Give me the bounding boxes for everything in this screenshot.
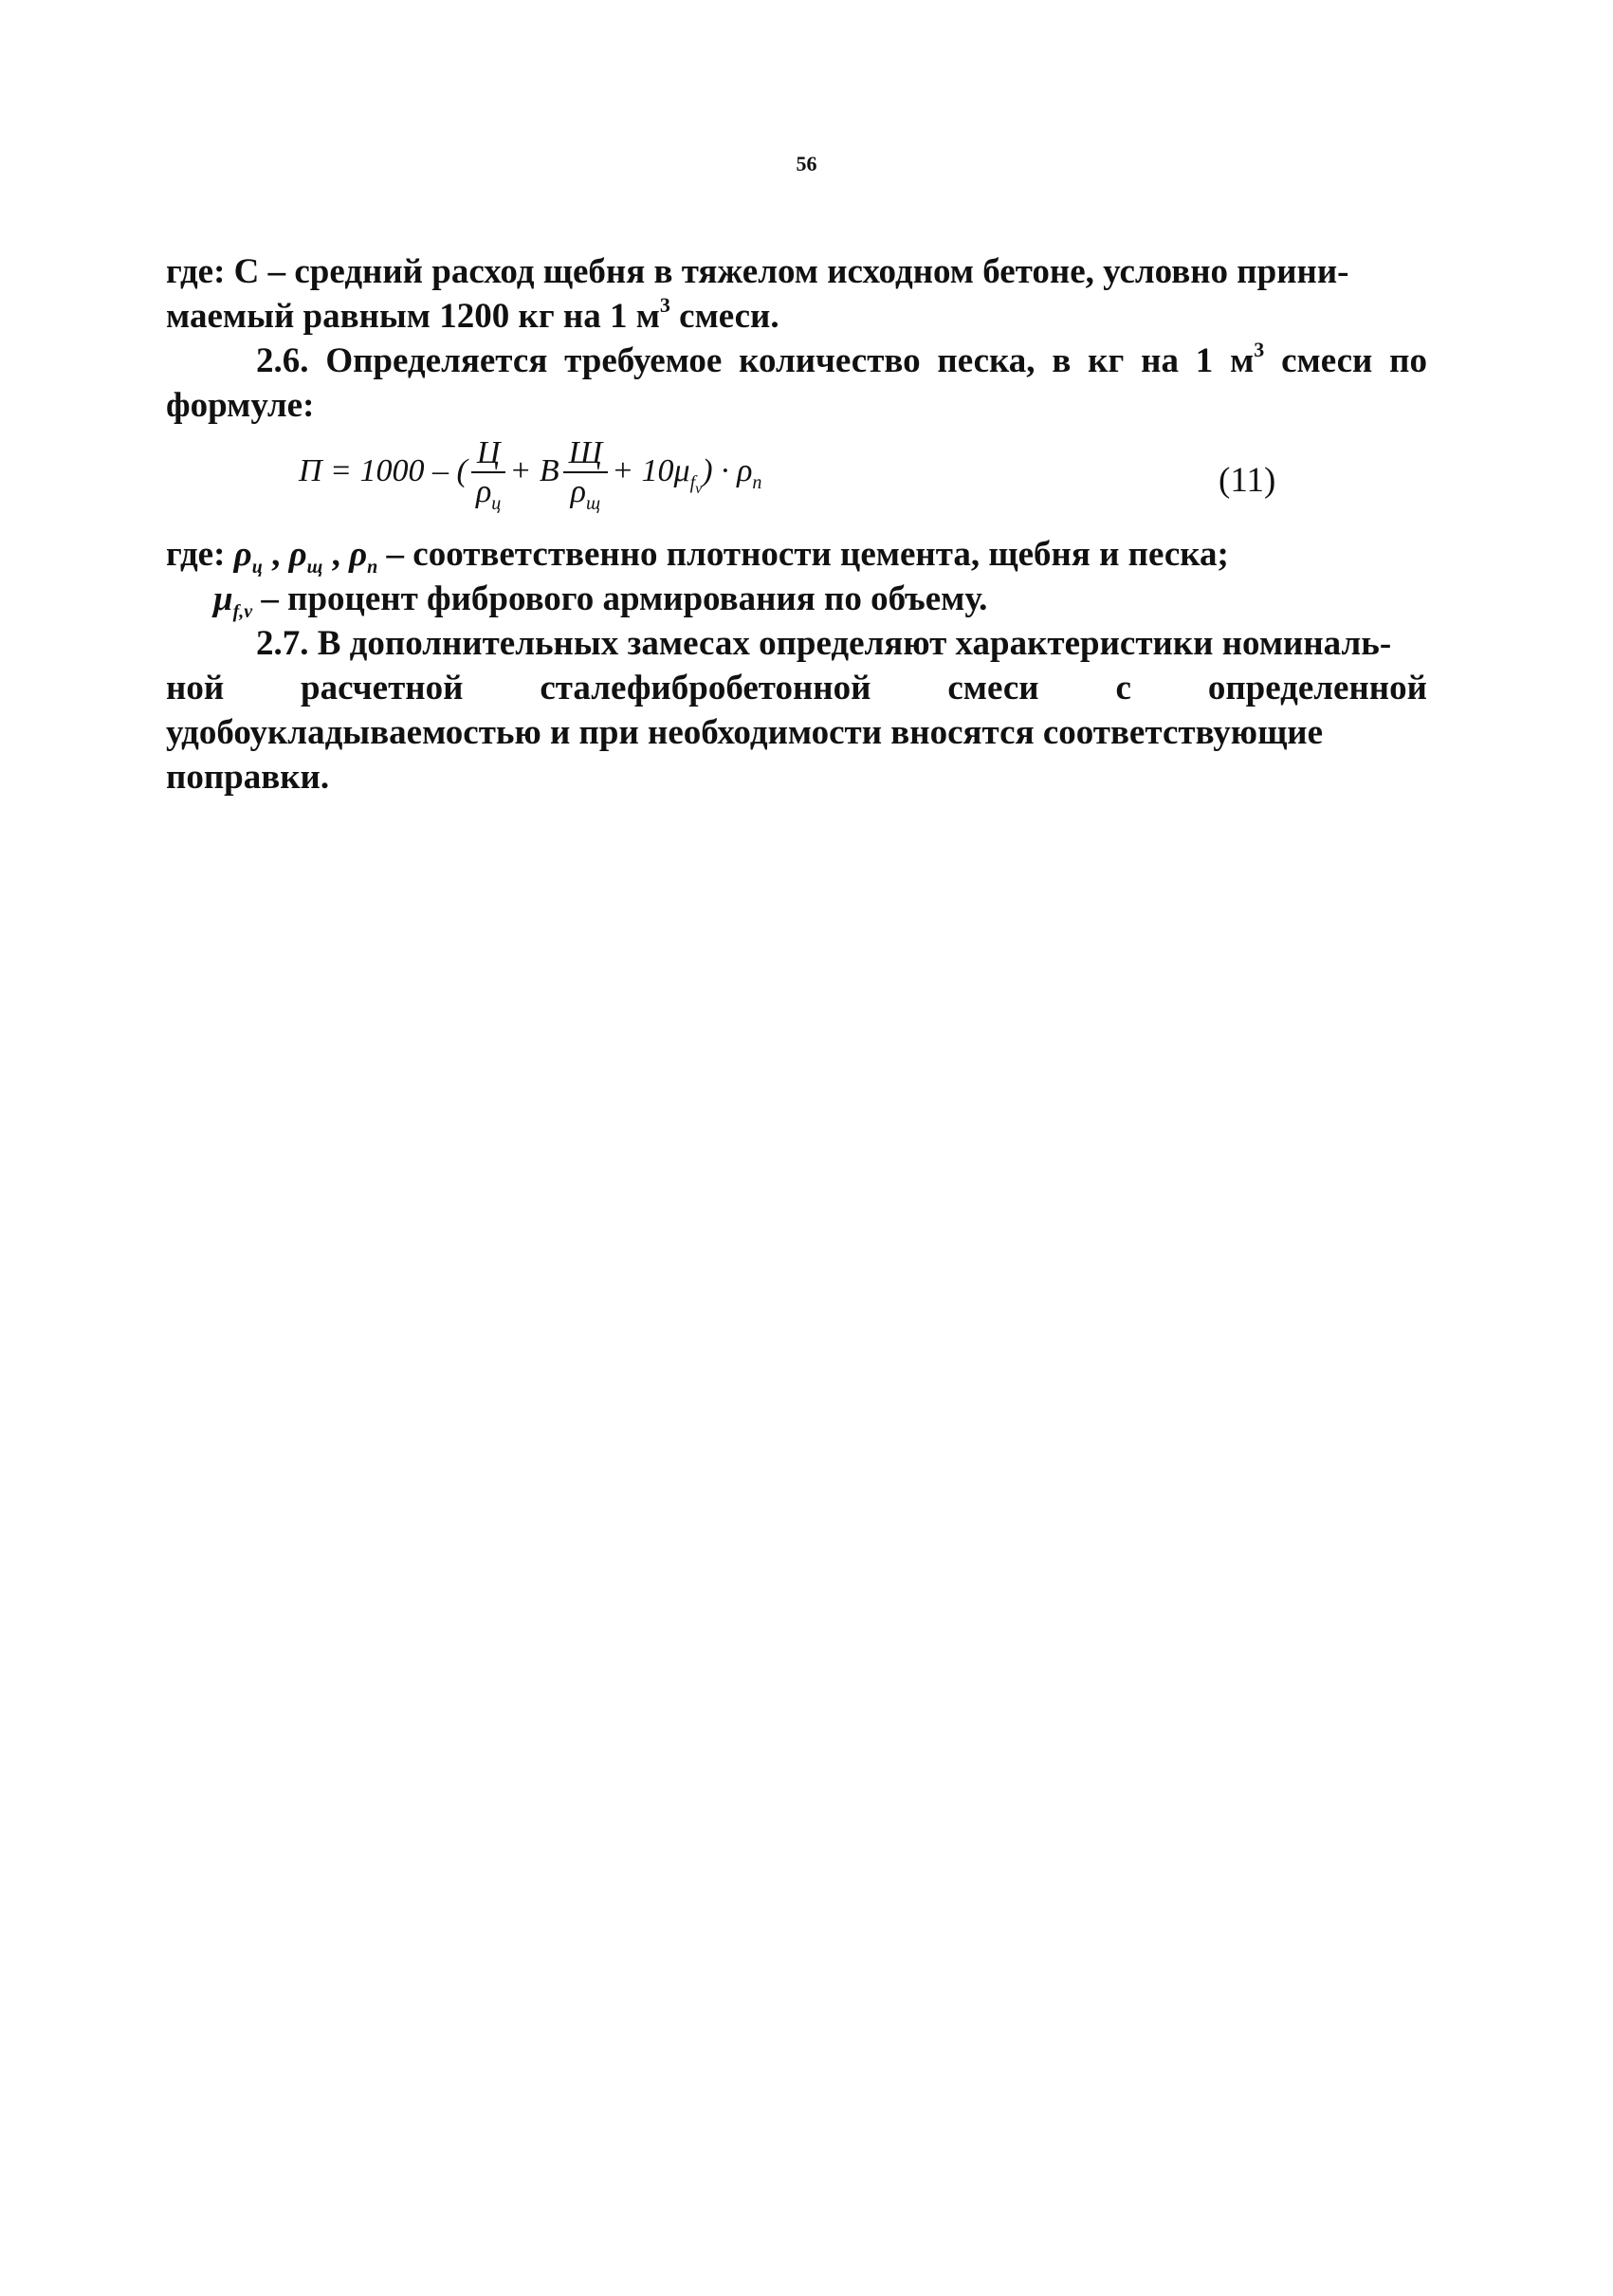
subscript-f: f <box>689 471 696 493</box>
text-segment: смеси по формуле: <box>166 341 1427 425</box>
sand-formula <box>299 435 762 514</box>
fraction-numerator: Щ <box>563 435 608 473</box>
paragraph-where-fiber <box>166 577 1427 621</box>
subscript: щ <box>585 493 601 514</box>
text-segment: – процент фибрового армирования по объему. <box>252 579 988 618</box>
word: определенной <box>1207 669 1427 707</box>
subscript: ц <box>491 493 502 514</box>
fraction-gravel <box>563 435 608 514</box>
text-segment: – соответственно плотности цемента, щебня и песка; <box>377 535 1229 574</box>
superscript: 3 <box>1254 338 1265 361</box>
paragraph-gravel-definition <box>166 249 1427 339</box>
separator: , <box>262 535 289 574</box>
mu-symbol: μ <box>213 579 233 618</box>
page-number: 56 <box>796 152 817 175</box>
fraction-denominator <box>471 473 506 514</box>
formula-close: ) · ρ <box>702 452 753 488</box>
rho-symbol: ρ <box>349 535 368 574</box>
rho-symbol: ρ <box>288 535 307 574</box>
text-line: 2.7. В дополнительных замесах определяют характеристики номиналь- <box>256 624 1392 663</box>
formula-term-fiber: + 10μ <box>612 452 690 488</box>
subscript: f,v <box>232 601 253 622</box>
rho-symbol: ρ <box>570 474 586 509</box>
subscript: п <box>367 557 378 578</box>
fraction-numerator: Ц <box>471 435 506 473</box>
subscript: ц <box>251 557 263 578</box>
rho-symbol: ρ <box>233 535 252 574</box>
subscript: п <box>752 471 762 493</box>
paragraph-2-7 <box>166 621 1427 666</box>
subscript: щ <box>306 557 323 578</box>
fraction-cement <box>471 435 506 514</box>
formula-row <box>166 435 1427 530</box>
formula-lhs: П = 1000 – ( <box>299 452 467 488</box>
word: расчетной <box>301 669 464 707</box>
text-line: удобоукладываемостью и при необходимости вносятся соответствующие <box>166 713 1324 752</box>
paragraph-where-densities <box>166 532 1427 577</box>
word: ной <box>166 669 225 707</box>
formula-number: (11) <box>1219 461 1276 500</box>
separator: , <box>322 535 350 574</box>
text-line: поправки. <box>166 758 330 797</box>
text-line: маемый равным 1200 кг на 1 м <box>166 297 660 336</box>
word: смеси <box>947 669 1039 707</box>
word: сталефибробетонной <box>540 669 871 707</box>
text-segment: 2.6. Определяется требуемое количество песка, в кг на 1 м <box>256 341 1255 380</box>
subscript <box>689 471 703 497</box>
body-text <box>166 249 1427 799</box>
text-segment: где: <box>166 535 234 574</box>
fraction-denominator <box>563 473 608 514</box>
justified-line <box>166 666 1427 710</box>
superscript: 3 <box>659 293 670 317</box>
word: с <box>1115 669 1131 707</box>
paragraph-2-7-cont <box>166 710 1427 799</box>
subscript-v: v <box>695 480 703 497</box>
formula-term-b: + В <box>509 452 559 488</box>
text-line: смеси. <box>669 297 779 336</box>
paragraph-2-6 <box>166 339 1427 428</box>
rho-symbol: ρ <box>475 474 492 509</box>
text-line: где: С – средний расход щебня в тяжелом исходном бетоне, условно прини- <box>166 252 1349 291</box>
